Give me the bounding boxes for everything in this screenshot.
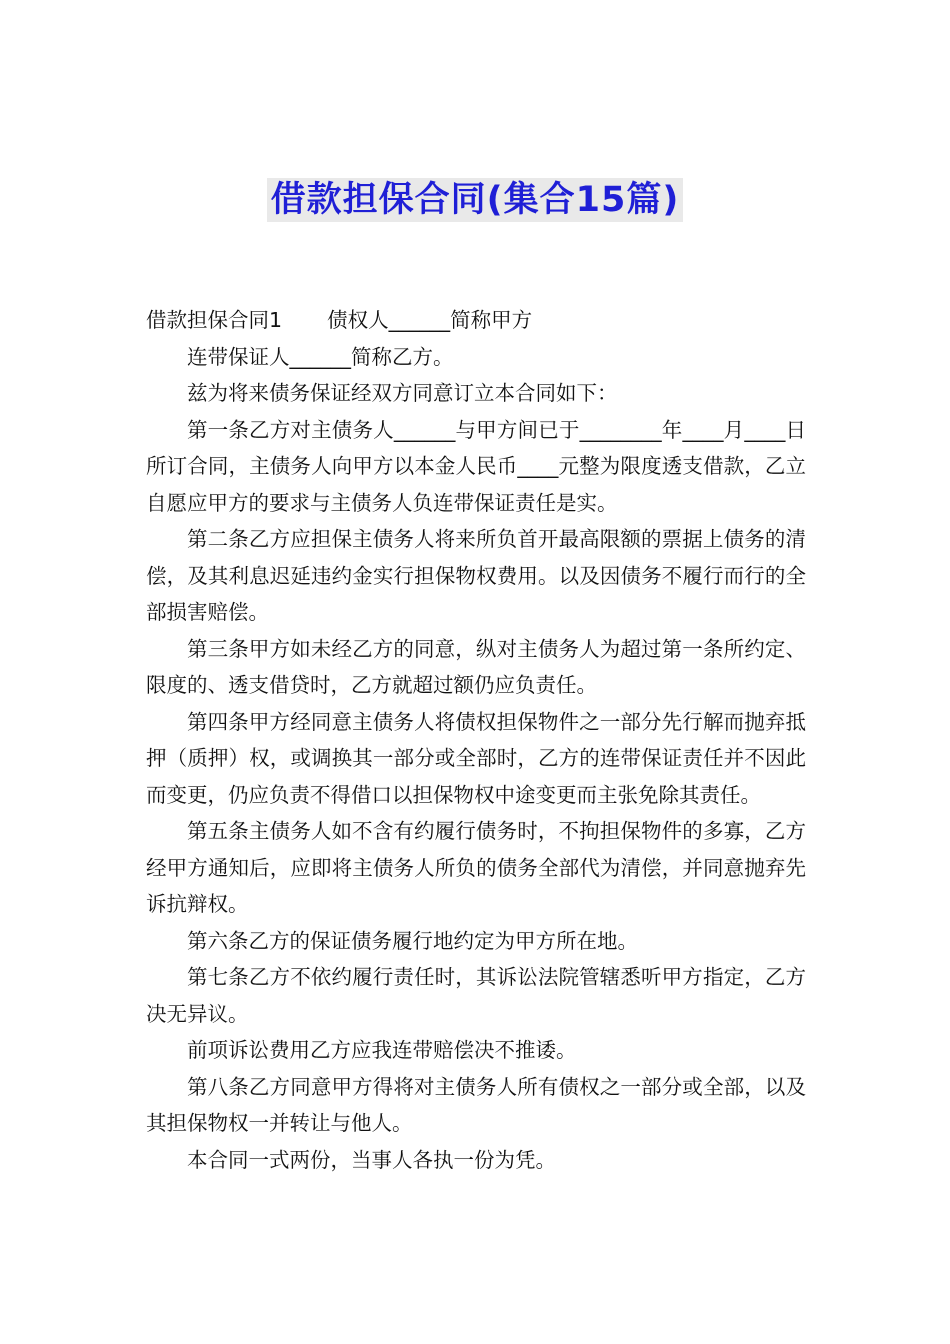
intro-line bbox=[146, 302, 806, 339]
paragraph-preamble: 兹为将来债务保证经双方同意订立本合同如下： bbox=[187, 381, 618, 405]
paragraph-litigation-cost: 前项诉讼费用乙方应我连带赔偿决不推诿。 bbox=[187, 1038, 577, 1062]
title-container bbox=[0, 178, 950, 222]
paragraph-article-2: 第二条乙方应担保主债务人将来所负首开最高限额的票据上债务的清偿，及其利息迟延违约金实行担保物权费用。以及因债务不履行而行的全部损害赔偿。 bbox=[146, 527, 806, 624]
paragraph-article-1: 第一条乙方对主债务人______与甲方间已于________年____月____日所订合同，主债务人向甲方以本金人民币____元整为限度透支借款，乙立自愿应甲方的要求与主债务人负连带保证责任是实。 bbox=[146, 417, 806, 515]
document-body bbox=[146, 302, 806, 1178]
paragraph-article-7: 第七条乙方不依约履行责任时，其诉讼法院管辖悉听甲方指定，乙方决无异议。 bbox=[146, 965, 806, 1026]
section-label: 借款担保合同1 bbox=[146, 308, 283, 332]
creditor-line: 债权人______简称甲方 bbox=[327, 308, 533, 332]
paragraph-guarantor: 连带保证人______简称乙方。 bbox=[187, 344, 454, 369]
paragraph-article-6: 第六条乙方的保证债务履行地约定为甲方所在地。 bbox=[187, 928, 638, 953]
paragraph-article-3: 第三条甲方如未经乙方的同意，纵对主债务人为超过第一条所约定、限度的、透支借贷时，乙方就超过额仍应负责任。 bbox=[146, 636, 806, 697]
paragraph-article-8: 第八条乙方同意甲方得将对主债务人所有债权之一部分或全部，以及其担保物权一并转让与他人。 bbox=[146, 1074, 806, 1135]
paragraph-article-5: 第五条主债务人如不含有约履行债务时，不拘担保物件的多寡，乙方经甲方通知后，应即将主债务人所负的债务全部代为清偿，并同意抛弃先诉抗辩权。 bbox=[146, 819, 806, 916]
paragraph-copies: 本合同一式两份，当事人各执一份为凭。 bbox=[187, 1147, 556, 1172]
document-title: 借款担保合同(集合15篇) bbox=[267, 178, 684, 222]
paragraph-article-4: 第四条甲方经同意主债务人将债权担保物件之一部分先行解而抛弃抵押（质押）权，或调换其一部分或全部时，乙方的连带保证责任并不因此而变更，仍应负责不得借口以担保物权中途变更而主张免除其责任。 bbox=[146, 709, 806, 807]
